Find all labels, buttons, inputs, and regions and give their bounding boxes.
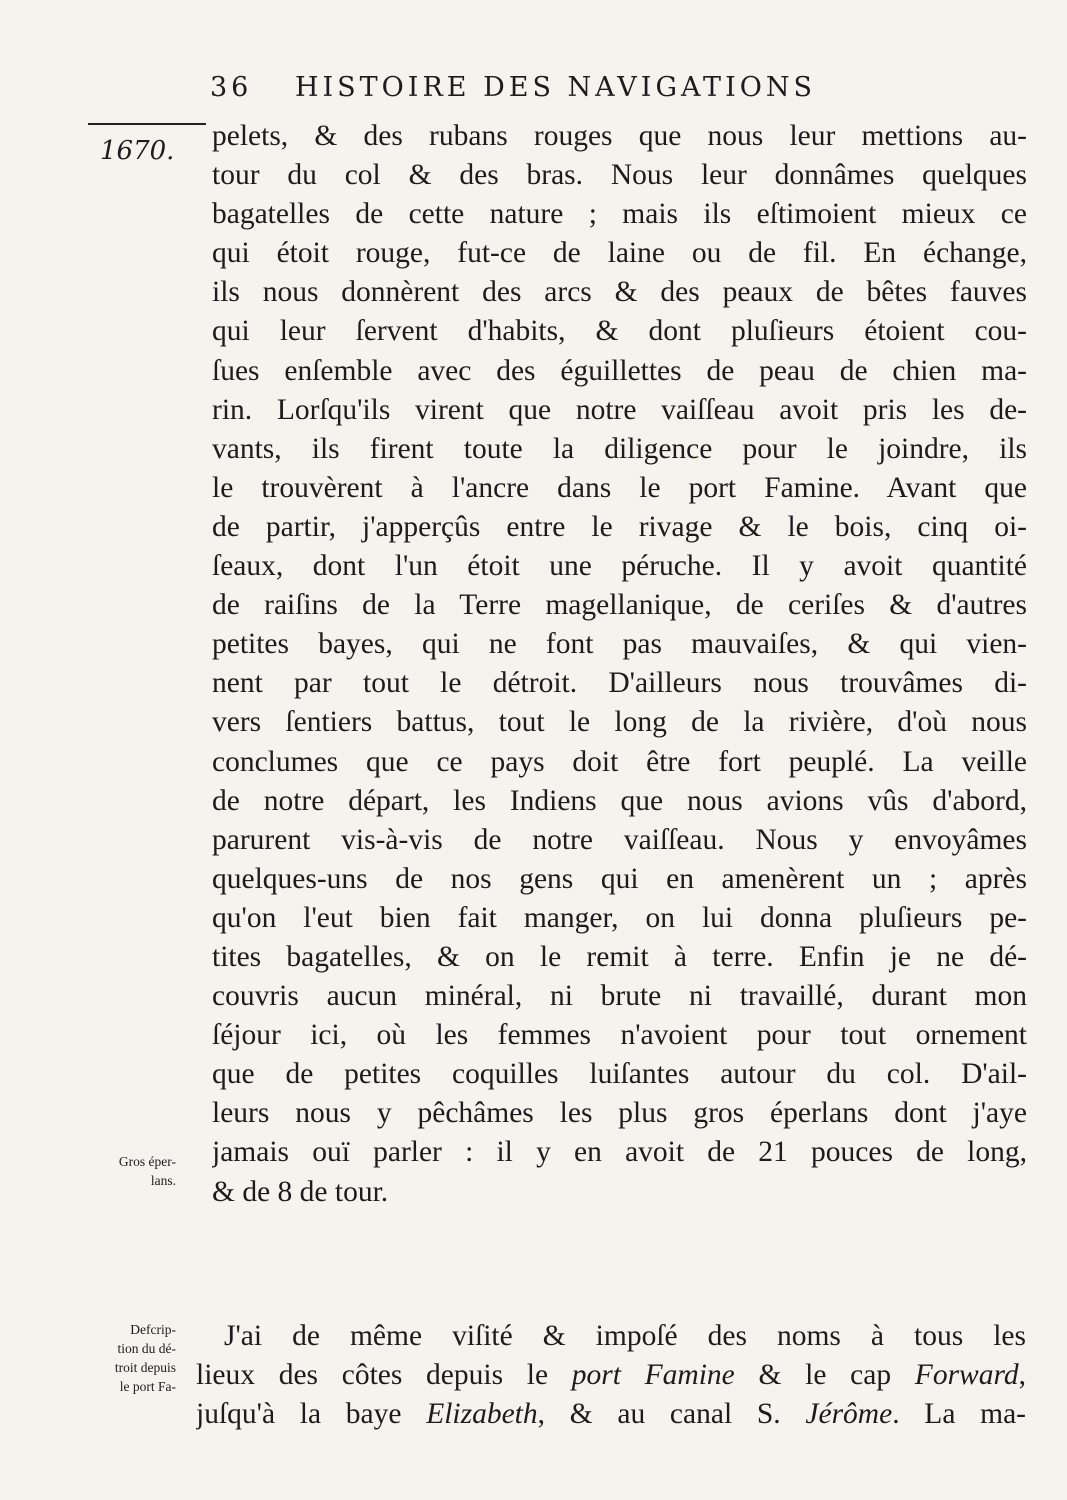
text-line: que de petites coquilles luiſantes autour du col. D'ail- [212, 1058, 1027, 1091]
running-title: HISTOIRE DES NAVIGATIONS [294, 72, 816, 103]
margin-note-line: Gros éper- [118, 1154, 176, 1169]
text-segment: . La ma- [892, 1398, 1026, 1431]
text-line: bagatelles de cette nature ; mais ils eſtimoient mieux ce [212, 198, 1027, 231]
text-segment: , [1018, 1359, 1026, 1392]
text-line: ſues enſemble avec des éguillettes de peau de chien ma- [212, 354, 1027, 387]
margin-note-description [80, 1320, 176, 1396]
text-line: qui étoit rouge, fut-ce de laine ou de fil. En échange, [212, 237, 1027, 270]
text-line: de partir, j'apperçûs entre le rivage & le bois, cinq oi- [212, 510, 1027, 543]
text-line: petites bayes, qui ne font pas mauvaiſes, & qui vien- [212, 628, 1027, 661]
margin-note-line: le port Fa- [119, 1379, 176, 1394]
text-line: couvris aucun minéral, ni brute ni travaillé, durant mon [212, 980, 1027, 1013]
text-line: tour du col & des bras. Nous leur donnâmes quelques [212, 159, 1027, 192]
text-line: ils nous donnèrent des arcs & des peaux de bêtes fauves [212, 276, 1027, 309]
text-line: vers ſentiers battus, tout le long de la rivière, d'où nous [212, 706, 1027, 739]
text-segment: J'ai de même viſité & impoſé des noms à tous les [224, 1320, 1026, 1352]
body-paragraph-1 [212, 117, 1027, 1212]
text-line [196, 1356, 1026, 1395]
running-header [210, 72, 1020, 103]
text-line [196, 1395, 1026, 1434]
text-segment: , & au canal S. [537, 1398, 806, 1431]
margin-note-line: troit depuis [114, 1360, 176, 1375]
text-segment: & le cap [734, 1359, 915, 1392]
place-name: Jérôme [805, 1398, 893, 1431]
text-segment: lieux des côtes depuis le [196, 1359, 572, 1392]
margin-note-gros-eperlans [80, 1152, 176, 1190]
text-line: vants, ils firent toute la diligence pour le joindre, ils [212, 432, 1027, 465]
text-line: nent par tout le détroit. D'ailleurs nous trouvâmes di- [212, 667, 1027, 700]
page-number: 36 [210, 72, 253, 103]
margin-note-line: lans. [150, 1173, 176, 1188]
text-line: & de 8 de tour. [212, 1175, 389, 1208]
text-line: qui leur ſervent d'habits, & dont pluſieurs étoient cou- [212, 315, 1027, 348]
text-line: quelques-uns de nos gens qui en amenèrent un ; après [212, 862, 1027, 895]
text-line: qu'on l'eut bien fait manger, on lui donna pluſieurs pe- [212, 901, 1027, 934]
margin-note-line: tion du dé- [117, 1341, 176, 1356]
text-line: tites bagatelles, & on le remit à terre. Enfin je ne dé- [212, 940, 1027, 973]
place-name: Elizabeth [426, 1398, 538, 1431]
text-line [196, 1317, 1026, 1356]
text-line: de notre départ, les Indiens que nous avions vûs d'abord, [212, 784, 1027, 817]
text-line: de raiſins de la Terre magellanique, de ceriſes & d'autres [212, 589, 1027, 622]
text-line: le trouvèrent à l'ancre dans le port Famine. Avant que [212, 471, 1027, 504]
margin-note-line: Defcrip- [130, 1322, 176, 1337]
margin-rule [88, 123, 206, 125]
text-line: ſéjour ici, où les femmes n'avoient pour tout ornement [212, 1019, 1027, 1052]
text-line: ſeaux, dont l'un étoit une péruche. Il y avoit quantité [212, 550, 1027, 583]
text-segment: juſqu'à la baye [196, 1398, 427, 1431]
text-line: rin. Lorſqu'ils virent que notre vaiſſeau avoit pris les de- [212, 393, 1027, 426]
text-line: jamais ouï parler : il y en avoit de 21 pouces de long, [212, 1136, 1027, 1169]
text-line: pelets, & des rubans rouges que nous leur mettions au- [212, 120, 1027, 152]
text-line: parurent vis-à-vis de notre vaiſſeau. Nous y envoyâmes [212, 823, 1027, 856]
margin-year: 1670. [100, 136, 175, 166]
place-name: port Famine [571, 1359, 735, 1392]
text-line: leurs nous y pêchâmes les plus gros éperlans dont j'aye [212, 1097, 1027, 1130]
text-line: conclumes que ce pays doit être fort peuplé. La veille [212, 745, 1027, 778]
body-paragraph-2 [196, 1317, 1026, 1434]
place-name: Forward [914, 1359, 1019, 1392]
